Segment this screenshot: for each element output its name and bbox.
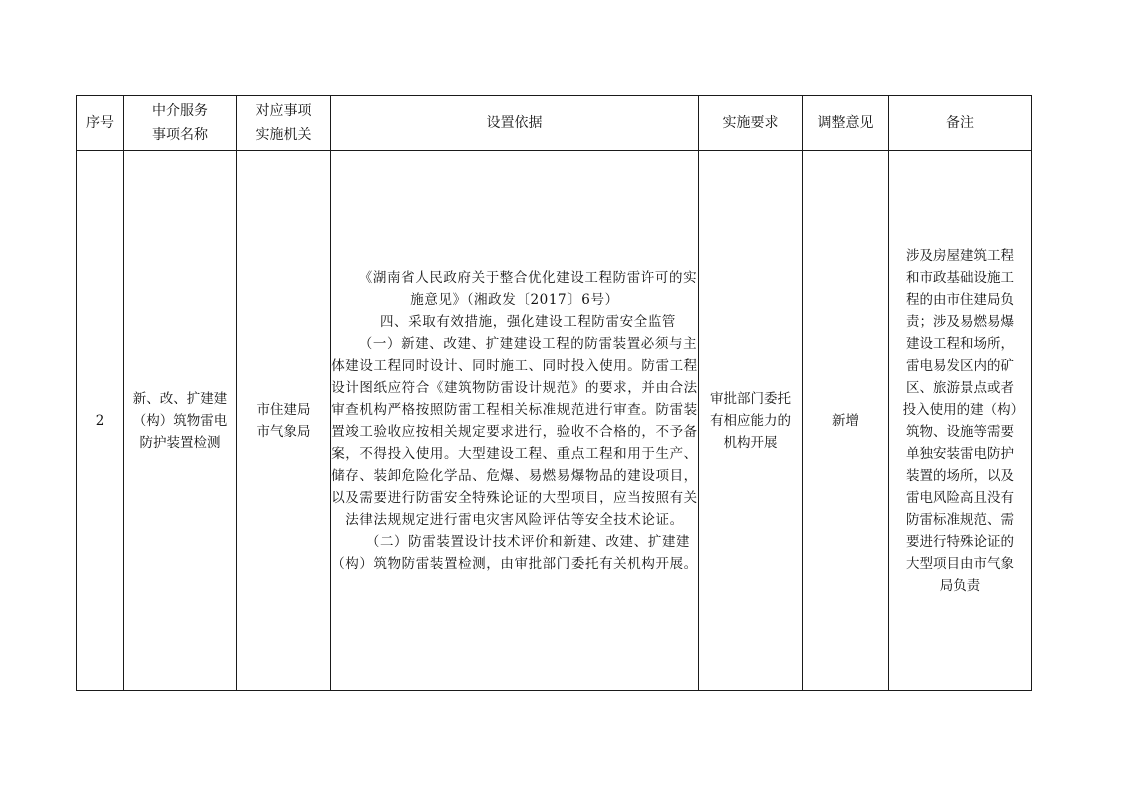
- row-adjustment: 新增: [832, 412, 859, 429]
- header-seq: [77, 96, 124, 151]
- row-requirement: 审批部门委托有相应能力的机构开展: [710, 390, 791, 451]
- header-requirement-label: 实施要求: [722, 115, 779, 131]
- row-agency-line2: 市气象局: [256, 423, 311, 440]
- basis-paragraph-1: 《湖南省人民政府关于整合优化建设工程防雷许可的实施意见》（湘政发〔2017〕6号）: [358, 269, 698, 308]
- service-items-table: [76, 95, 1032, 691]
- cell-agency: [237, 151, 331, 691]
- header-requirement: [699, 96, 803, 151]
- cell-remark: [889, 151, 1032, 691]
- basis-paragraph-3: （一）新建、改建、扩建建设工程的防雷装置必须与主体建设工程同时设计、同时施工、同时投入使用。防雷工程设计图纸应符合《建筑物防雷设计规范》的要求，并由合法审查机构严格按照防雷工程相关标准规范进行审查。防雷装置竣工验收应按相关规定要求进行，验收不合格的，不予备案，不得投入使用。大型建设工程、重点工程和用于生产、储存、装卸危险化学品、危爆、易燃易爆物品的建设项目，以及需要进行防雷安全特殊论证的大型项目，应当按照有关法律法规规定进行雷电灾害风险评估等安全技术论证。: [331, 335, 698, 528]
- header-row: [77, 96, 1032, 151]
- header-basis: [331, 96, 699, 151]
- header-adjustment-label: 调整意见: [817, 115, 874, 131]
- cell-adjustment: [803, 151, 889, 691]
- cell-requirement: [699, 151, 803, 691]
- header-basis-label: 设置依据: [486, 115, 543, 131]
- cell-item-name: [124, 151, 237, 691]
- header-remark-label: 备注: [946, 115, 974, 131]
- cell-seq: [77, 151, 124, 691]
- header-item-name: [124, 96, 237, 151]
- basis-paragraph-2: 四、采取有效措施，强化建设工程防雷安全监管: [379, 313, 677, 330]
- cell-basis: [331, 151, 699, 691]
- header-item-name-line2: 事项名称: [152, 127, 208, 143]
- header-seq-label: 序号: [86, 115, 114, 131]
- header-remark: [889, 96, 1032, 151]
- row-seq: 2: [95, 412, 105, 429]
- row-remark: 涉及房屋建筑工程和市政基础设施工程的由市住建局负责；涉及易燃易爆建设工程和场所，雷电易发区内的矿区、旅游景点或者投入使用的建（构）筑物、设施等需要单独安装雷电防护装置的场所，以及雷电风险高且没有防雷标准规范、需要进行特殊论证的大型项目由市气象局负责: [902, 247, 1018, 594]
- header-adjustment: [803, 96, 889, 151]
- header-agency-line2: 实施机关: [255, 127, 312, 143]
- table-row: [77, 151, 1032, 691]
- row-item-name: 新、改、扩建建（构）筑物雷电防护装置检测: [132, 390, 228, 451]
- header-agency: [237, 96, 331, 151]
- basis-paragraph-4: （二）防雷装置设计技术评价和新建、改建、扩建建（构）筑物防雷装置检测，由审批部门委托有关机构开展。: [331, 533, 698, 572]
- header-item-name-line1: 中介服务: [152, 103, 208, 119]
- header-agency-line1: 对应事项: [255, 103, 312, 119]
- row-agency-line1: 市住建局: [256, 401, 311, 418]
